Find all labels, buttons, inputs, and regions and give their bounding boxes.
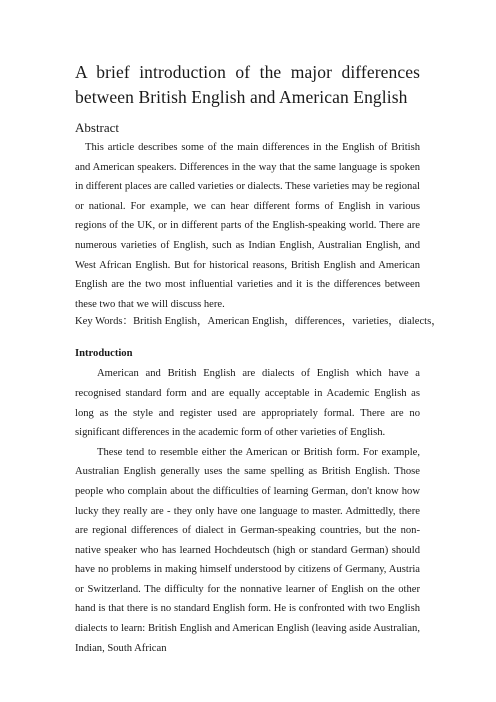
document-title: A brief introduction of the major differences between British English and American English xyxy=(75,62,420,107)
abstract-text: This article describes some of the main differences in the English of British and American speakers. Differences in the way that the same language is spoken in different places are called varieties or dialects. These varieties may be regional or national. For example, we can hear different forms of English in various regions of the UK, or in different parts of the English-speaking world. There are numerous varieties of English, such as Indian English, Australian English, and West African English. But for historical reasons, British English and American English are the two most influential varieties and it is the differences between these two that we will discuss here. xyxy=(75,142,420,310)
document-page xyxy=(75,60,442,658)
introduction-paragraph-1: American and British English are dialects of English which have a recognised standard form and are equally acceptable in Academic English as long as the style and register used are appropriately formal. There are no significant differences in the academic form of other varieties of English. xyxy=(75,368,420,439)
introduction-paragraph-2: These tend to resemble either the American or British form. For example, Australian English generally uses the same spelling as British English. Those people who complain about the difficulties of learning German, don't know how lucky they really are - they only have one language to master. Admittedly, there are regional differences of dialect in German-speaking countries, but the non-native speaker who has learned Hochdeutsch (high or standard German) should have no problems in making himself understood by citizens of Germany, Austria or Switzerland. The difficulty for the nonnative learner of English on the other hand is that there is no standard English form. He is confronted with two English dialects to learn: British English and American English (leaving aside Australian, Indian, South African xyxy=(75,446,420,654)
keywords-line: Key Words：British English，American English，differences，varieties，dialects， xyxy=(75,316,442,328)
abstract-heading: Abstract xyxy=(75,120,120,135)
introduction-heading: Introduction xyxy=(75,348,133,360)
